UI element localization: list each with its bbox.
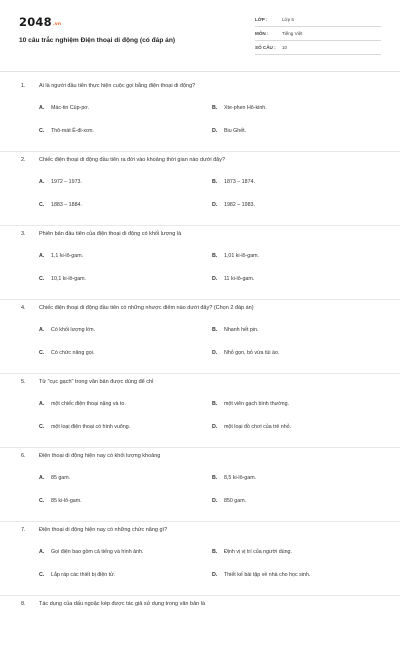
option-letter: B. xyxy=(212,401,218,407)
question-5 xyxy=(0,374,400,448)
question-number: 1. xyxy=(21,83,26,89)
option-text: 10,1 ki-lô-gam. xyxy=(51,276,87,282)
option-text: 1972 – 1973. xyxy=(51,179,82,185)
option-letter: A. xyxy=(39,327,45,333)
question-number: 6. xyxy=(21,453,26,459)
question-number: 3. xyxy=(21,231,26,237)
question-text: Điện thoại di động hiện nay có những chức năng gì? xyxy=(39,527,168,533)
option-text: 8,5 ki-lô-gam. xyxy=(224,475,257,481)
option-text: 1873 – 1874. xyxy=(224,179,255,185)
option-letter: A. xyxy=(39,105,45,111)
question-number: 4. xyxy=(21,305,26,311)
option-letter: B. xyxy=(212,327,218,333)
meta-info xyxy=(255,14,381,56)
question-text: Chiếc điện thoại di động đầu tiên ra đời vào khoảng thời gian nào dưới đây? xyxy=(39,157,226,163)
option-c[interactable] xyxy=(39,202,209,208)
option-letter: C. xyxy=(39,350,45,356)
header-divider xyxy=(0,71,400,72)
option-text: 85 gam. xyxy=(51,475,71,481)
page-header xyxy=(0,0,400,74)
option-text: Có khối lượng lớn. xyxy=(51,327,96,333)
option-letter: D. xyxy=(212,128,218,134)
option-text: Nhỏ gọn, bỏ vừa túi áo. xyxy=(224,350,280,356)
option-text: 1883 – 1884. xyxy=(51,202,82,208)
option-text: 1982 – 1983. xyxy=(224,202,255,208)
option-a[interactable] xyxy=(39,179,209,185)
question-3 xyxy=(0,226,400,300)
option-a[interactable] xyxy=(39,475,209,481)
meta-row-subject xyxy=(255,28,381,41)
option-letter: C. xyxy=(39,424,45,430)
question-number: 7. xyxy=(21,527,26,533)
option-c[interactable] xyxy=(39,128,209,134)
question-number: 2. xyxy=(21,157,26,163)
option-b[interactable] xyxy=(212,327,382,333)
option-a[interactable] xyxy=(39,253,209,259)
option-letter: D. xyxy=(212,276,218,282)
question-number: 8. xyxy=(21,601,26,607)
option-d[interactable] xyxy=(212,128,382,134)
meta-value: Lớp 5 xyxy=(282,17,294,23)
option-b[interactable] xyxy=(212,179,382,185)
option-d[interactable] xyxy=(212,350,382,356)
option-a[interactable] xyxy=(39,401,209,407)
option-text: Thô-mát Ê-đi-xơn. xyxy=(51,128,94,134)
document-title: 10 câu trắc nghiệm Điện thoại di động (có đáp án) xyxy=(19,37,176,44)
question-text: Tác dụng của dấu ngoặc kép được tác giả sử dụng trong văn bản là xyxy=(39,601,205,607)
question-8 xyxy=(0,596,400,670)
question-list xyxy=(0,78,400,670)
option-letter: A. xyxy=(39,549,45,555)
option-letter: A. xyxy=(39,475,45,481)
logo[interactable] xyxy=(19,15,61,29)
option-text: một viên gạch bình thường. xyxy=(224,401,290,407)
option-a[interactable] xyxy=(39,327,209,333)
meta-label: MÔN : xyxy=(255,31,269,36)
option-c[interactable] xyxy=(39,424,209,430)
option-text: Mác-tin Cúp-pơ. xyxy=(51,105,90,111)
option-letter: D. xyxy=(212,202,218,208)
option-text: một loại điện thoại có hình vuông. xyxy=(51,424,131,430)
option-text: Lắp ráp các thiết bị điện tử. xyxy=(51,572,116,578)
option-text: 11 ki-lô-gam. xyxy=(224,276,255,282)
question-number: 5. xyxy=(21,379,26,385)
logo-sub: .vn xyxy=(52,22,62,27)
option-c[interactable] xyxy=(39,276,209,282)
option-b[interactable] xyxy=(212,401,382,407)
meta-value: 10 xyxy=(282,45,288,51)
option-letter: B. xyxy=(212,179,218,185)
option-text: Định vị vị trí của người dùng. xyxy=(224,549,292,555)
option-text: Biu Ghết. xyxy=(224,128,247,134)
question-7 xyxy=(0,522,400,596)
option-letter: A. xyxy=(39,253,45,259)
option-d[interactable] xyxy=(212,498,382,504)
option-b[interactable] xyxy=(212,105,382,111)
option-letter: A. xyxy=(39,401,45,407)
option-b[interactable] xyxy=(212,253,382,259)
question-text: Chiếc điện thoại di động đầu tiên có những nhược điểm nào dưới đây? (Chọn 2 đáp án) xyxy=(39,305,254,311)
option-b[interactable] xyxy=(212,549,382,555)
option-letter: D. xyxy=(212,424,218,430)
option-letter: C. xyxy=(39,128,45,134)
logo-main: 2048 xyxy=(19,15,52,29)
option-text: một loại đồ chơi của trẻ nhỏ. xyxy=(224,424,292,430)
option-letter: D. xyxy=(212,572,218,578)
option-d[interactable] xyxy=(212,572,382,578)
option-text: Có chức năng gọi. xyxy=(51,350,95,356)
option-letter: B. xyxy=(212,475,218,481)
option-c[interactable] xyxy=(39,498,209,504)
option-letter: B. xyxy=(212,253,218,259)
question-1 xyxy=(0,78,400,152)
option-letter: D. xyxy=(212,498,218,504)
option-letter: C. xyxy=(39,202,45,208)
meta-label: LỚP : xyxy=(255,17,268,22)
option-d[interactable] xyxy=(212,202,382,208)
option-letter: B. xyxy=(212,549,218,555)
option-letter: D. xyxy=(212,350,218,356)
option-d[interactable] xyxy=(212,424,382,430)
meta-row-count xyxy=(255,42,381,55)
question-text: Từ "cục gạch" trong văn bản được dùng để chỉ xyxy=(39,379,154,385)
option-letter: C. xyxy=(39,572,45,578)
option-text: Xte-phen Hô-kinh. xyxy=(224,105,267,111)
option-text: 1,1 ki-lô-gam. xyxy=(51,253,84,259)
option-letter: C. xyxy=(39,276,45,282)
option-letter: A. xyxy=(39,179,45,185)
option-letter: C. xyxy=(39,498,45,504)
option-d[interactable] xyxy=(212,276,382,282)
meta-value: Tiếng Việt xyxy=(282,31,303,37)
option-a[interactable] xyxy=(39,105,209,111)
option-a[interactable] xyxy=(39,549,209,555)
option-c[interactable] xyxy=(39,350,209,356)
option-text: Nhanh hết pin. xyxy=(224,327,259,333)
question-6 xyxy=(0,448,400,522)
option-text: một chiếc điện thoại nặng và to. xyxy=(51,401,126,407)
option-text: Thiết kế bài tập về nhà cho học sinh. xyxy=(224,572,311,578)
option-text: 1,01 ki-lô-gam. xyxy=(224,253,260,259)
question-text: Phiên bản đầu tiên của điện thoại di động có khối lượng là xyxy=(39,231,182,237)
option-letter: B. xyxy=(212,105,218,111)
option-text: 85 ki-lô-gam. xyxy=(51,498,82,504)
question-2 xyxy=(0,152,400,226)
option-b[interactable] xyxy=(212,475,382,481)
question-text: Điện thoại di động hiện nay có khối lượng khoảng xyxy=(39,453,161,459)
meta-label: SỐ CÂU : xyxy=(255,45,276,50)
option-c[interactable] xyxy=(39,572,209,578)
option-text: Gọi điện bao gồm cả tiếng và hình ảnh. xyxy=(51,549,144,555)
question-4 xyxy=(0,300,400,374)
meta-row-grade xyxy=(255,14,381,27)
option-text: 850 gam. xyxy=(224,498,247,504)
question-text: Ai là người đầu tiên thực hiện cuộc gọi bằng điện thoại di động? xyxy=(39,83,196,89)
